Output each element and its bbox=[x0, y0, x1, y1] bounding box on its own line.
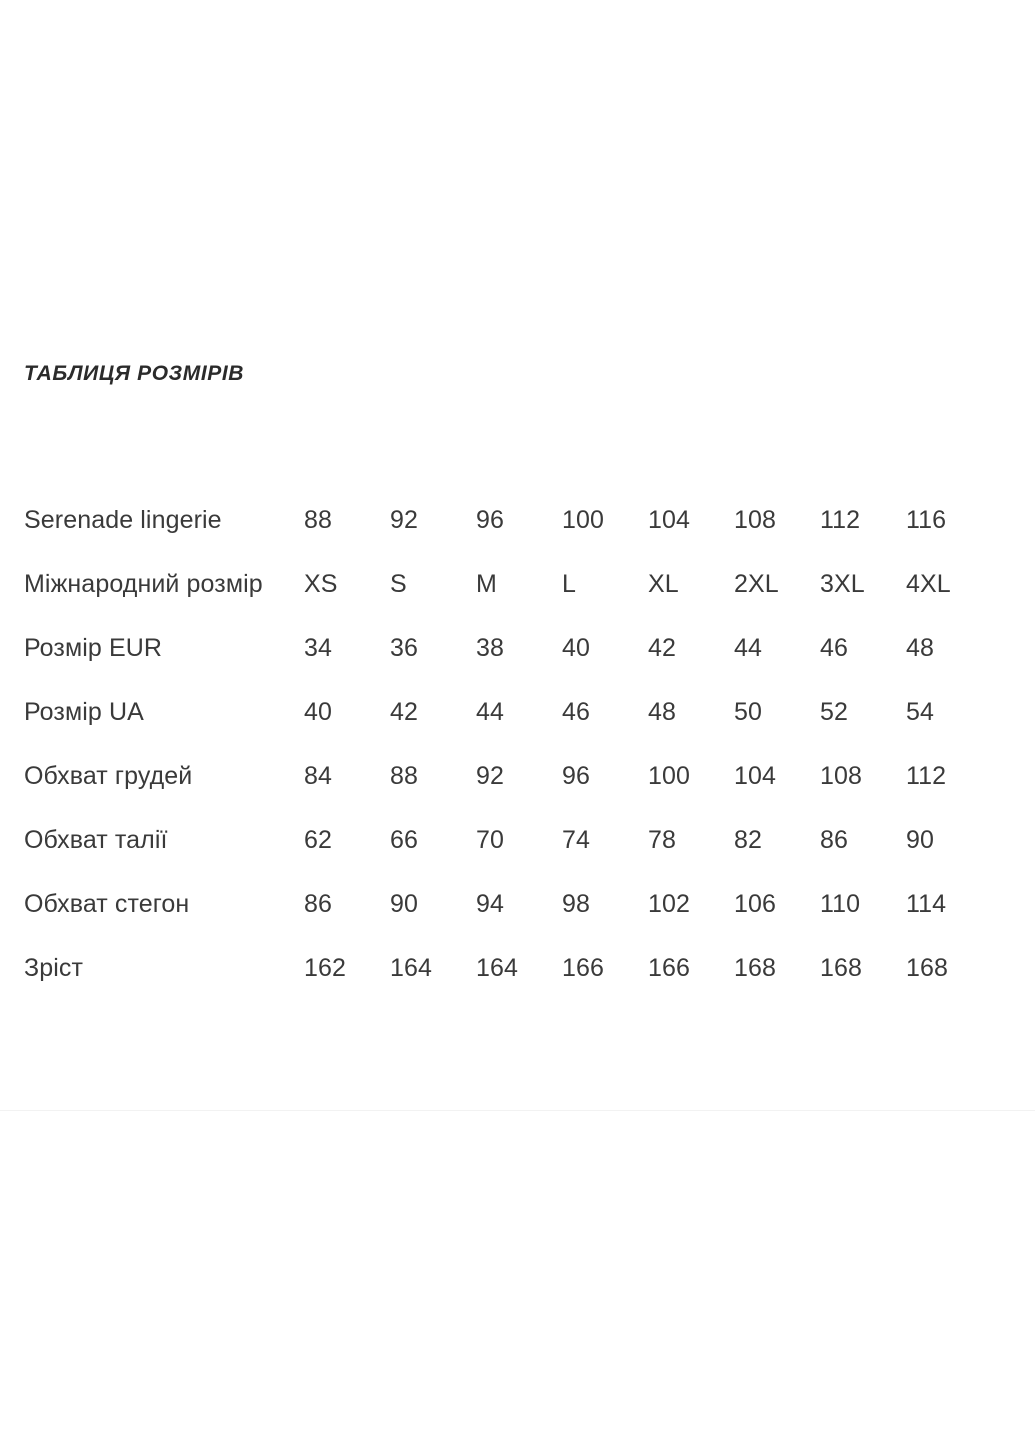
cell-value: 164 bbox=[390, 953, 433, 982]
cell-value: 90 bbox=[906, 825, 935, 854]
table-row bbox=[24, 616, 992, 680]
cell-value: 52 bbox=[820, 697, 849, 726]
table-row bbox=[24, 680, 992, 744]
cell-value: 92 bbox=[390, 505, 419, 534]
row-label: Розмір EUR bbox=[24, 633, 163, 662]
cell-value: XL bbox=[648, 569, 679, 598]
cell-value: 50 bbox=[734, 697, 763, 726]
row-label: Обхват грудей bbox=[24, 761, 193, 790]
table-row bbox=[24, 488, 992, 552]
row-label: Розмір UA bbox=[24, 697, 144, 726]
row-label: Serenade lingerie bbox=[24, 505, 222, 534]
table-row bbox=[24, 936, 992, 1000]
table-row bbox=[24, 552, 992, 616]
row-label: Обхват талії bbox=[24, 825, 168, 854]
cell-value: 66 bbox=[390, 825, 419, 854]
cell-value: 166 bbox=[648, 953, 691, 982]
cell-value: 42 bbox=[648, 633, 677, 662]
cell-value: 116 bbox=[906, 505, 947, 534]
cell-value: 34 bbox=[304, 633, 333, 662]
cell-value: 38 bbox=[476, 633, 505, 662]
cell-value: 92 bbox=[476, 761, 505, 790]
table-row bbox=[24, 808, 992, 872]
row-label: Міжнародний розмір bbox=[24, 569, 263, 598]
cell-value: 78 bbox=[648, 825, 677, 854]
cell-value: 162 bbox=[304, 953, 347, 982]
cell-value: 104 bbox=[734, 761, 777, 790]
cell-value: 168 bbox=[906, 953, 949, 982]
cell-value: 44 bbox=[476, 697, 505, 726]
cell-value: 82 bbox=[734, 825, 763, 854]
cell-value: 44 bbox=[734, 633, 763, 662]
cell-value: 62 bbox=[304, 825, 333, 854]
cell-value: 48 bbox=[648, 697, 677, 726]
cell-value: 102 bbox=[648, 889, 691, 918]
cell-value: 168 bbox=[734, 953, 777, 982]
cell-value: 98 bbox=[562, 889, 591, 918]
cell-value: 42 bbox=[390, 697, 419, 726]
cell-value: 74 bbox=[562, 825, 591, 854]
cell-value: 96 bbox=[476, 505, 505, 534]
cell-value: 88 bbox=[304, 505, 333, 534]
cell-value: 86 bbox=[820, 825, 849, 854]
cell-value: 108 bbox=[734, 505, 777, 534]
cell-value: 86 bbox=[304, 889, 333, 918]
cell-value: XS bbox=[304, 569, 338, 598]
row-label: Обхват стегон bbox=[24, 889, 190, 918]
cell-value: L bbox=[562, 569, 577, 598]
cell-value: 112 bbox=[906, 761, 947, 790]
cell-value: 90 bbox=[390, 889, 419, 918]
cell-value: 48 bbox=[906, 633, 935, 662]
cell-value: 100 bbox=[562, 505, 605, 534]
cell-value: 40 bbox=[304, 697, 333, 726]
cell-value: 94 bbox=[476, 889, 505, 918]
cell-value: 104 bbox=[648, 505, 691, 534]
cell-value: 96 bbox=[562, 761, 591, 790]
cell-value: 164 bbox=[476, 953, 519, 982]
cell-value: 4XL bbox=[906, 569, 951, 598]
size-chart-table bbox=[24, 488, 992, 1000]
cell-value: 46 bbox=[562, 697, 591, 726]
cell-value: 46 bbox=[820, 633, 849, 662]
cell-value: 100 bbox=[648, 761, 691, 790]
table-row bbox=[24, 744, 992, 808]
cell-value: S bbox=[390, 569, 407, 598]
cell-value: 70 bbox=[476, 825, 505, 854]
cell-value: 88 bbox=[390, 761, 419, 790]
section-divider bbox=[0, 1110, 1035, 1111]
table-row bbox=[24, 872, 992, 936]
cell-value: 3XL bbox=[820, 569, 865, 598]
cell-value: 106 bbox=[734, 889, 777, 918]
cell-value: 84 bbox=[304, 761, 333, 790]
cell-value: 114 bbox=[906, 889, 947, 918]
cell-value: 112 bbox=[820, 505, 861, 534]
cell-value: 168 bbox=[820, 953, 863, 982]
cell-value: 166 bbox=[562, 953, 605, 982]
row-label: Зріст bbox=[24, 953, 84, 982]
cell-value: M bbox=[476, 569, 497, 598]
cell-value: 36 bbox=[390, 633, 419, 662]
cell-value: 40 bbox=[562, 633, 591, 662]
page-title: ТАБЛИЦЯ РОЗМІРІВ bbox=[24, 362, 245, 385]
cell-value: 54 bbox=[906, 697, 935, 726]
cell-value: 110 bbox=[820, 889, 861, 918]
cell-value: 2XL bbox=[734, 569, 779, 598]
cell-value: 108 bbox=[820, 761, 863, 790]
